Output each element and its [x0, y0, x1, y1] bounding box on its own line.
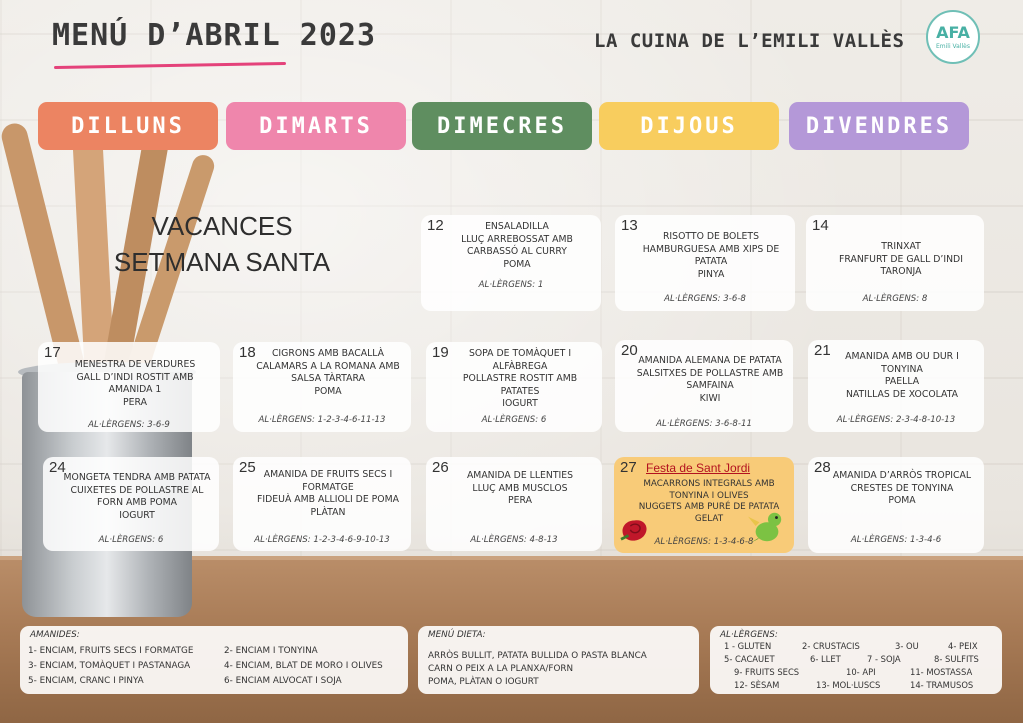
allergens-label: AL·LÈRGENS: 6: [98, 535, 164, 545]
menu-items: [824, 241, 978, 279]
menu-item: MONGETA TENDRA AMB PATATA: [63, 472, 211, 483]
day-number: 26: [432, 459, 449, 476]
allergen-item: 12- SÈSAM: [734, 680, 780, 690]
afa-logo: [926, 10, 980, 64]
allergens-label: AL·LÈRGENS: 3-6-9: [88, 420, 170, 430]
allergen-item: 10- API: [846, 667, 876, 677]
menu-item: CALAMARS A LA ROMANA AMB SALSA TÀRTARA: [256, 360, 400, 384]
allergen-item: 7 - SOJA: [867, 654, 901, 664]
menu-item: POLLASTRE ROSTIT AMB PATATES: [462, 373, 578, 397]
allergens-label: AL·LÈRGENS: 1-3-4-6: [850, 535, 942, 545]
day-number: 17: [44, 344, 61, 361]
menu-items: [61, 472, 213, 522]
allergen-item: 9- FRUITS SECS: [734, 667, 800, 677]
menu-item: LLUÇ ARREBOSSAT AMB CARBASSÓ AL CURRY: [461, 233, 573, 257]
day-number: 19: [432, 344, 449, 361]
day-number: 18: [239, 344, 256, 361]
amanides-box: [20, 626, 408, 694]
allergens-label: AL·LÈRGENS: 6: [481, 415, 547, 425]
menu-item: SOPA DE TOMÀQUET I ALFÀBREGA: [468, 348, 572, 372]
menu-item: TARONJA: [880, 266, 922, 277]
menu-items: [444, 348, 596, 411]
menu-item: AMANIDA AMB OU DUR I TONYINA: [845, 351, 959, 375]
allergen-item: 14- TRAMUSOS: [910, 680, 974, 690]
amanida-item: 4- ENCIAM, BLAT DE MORO I OLIVES: [224, 661, 383, 671]
menu-item: POMA: [314, 385, 342, 397]
amanida-item: 6- ENCIAM ALVOCAT I SOJA: [224, 676, 342, 686]
amanida-item: 3- ENCIAM, TOMÀQUET I PASTANAGA: [28, 661, 191, 671]
menu-items: [56, 359, 214, 409]
allergens-label: AL·LÈRGENS: 4-8-13: [470, 535, 558, 545]
day-number: 25: [239, 459, 256, 476]
allergens-legend-title: AL·LÈRGENS:: [720, 630, 778, 640]
menu-dieta-box: [418, 626, 699, 694]
menu-items: [826, 470, 978, 508]
menu-item: IOGURT: [502, 398, 538, 409]
day-header-dijous: DIJOUS: [599, 102, 779, 150]
menu-items: [439, 221, 595, 271]
title-underline: [54, 62, 286, 69]
day-number: 27: [620, 459, 637, 476]
allergen-item: 4- PEIX: [948, 641, 978, 651]
allergen-item: 1 - GLUTEN: [724, 641, 772, 651]
menu-items: [251, 348, 405, 398]
menu-item: CIGRONS AMB BACALLÀ: [271, 348, 385, 359]
allergen-item: 6- LLET: [810, 654, 841, 664]
day-card-17: [38, 342, 220, 432]
allergen-item: 11- MOSTASSA: [910, 667, 973, 677]
allergen-item: 2- CRUSTACIS: [802, 641, 860, 651]
day-card-24: [43, 457, 219, 551]
allergens-label: AL·LÈRGENS: 1-2-3-4-6-9-10-13: [254, 535, 390, 545]
day-header-divendres: DIVENDRES: [789, 102, 969, 150]
menu-item: GELAT: [694, 513, 724, 524]
menu-item: GALL D’INDI ROSTIT AMB AMANIDA 1: [76, 371, 194, 395]
allergens-label: AL·LÈRGENS: 1: [478, 280, 544, 290]
day-card-19: [426, 342, 602, 432]
day-number: 24: [49, 459, 66, 476]
allergen-item: 5- CACAUET: [724, 654, 775, 664]
day-header-dilluns: DILLUNS: [38, 102, 218, 150]
dieta-line: ARRÒS BULLIT, PATATA BULLIDA O PASTA BLANCA: [428, 651, 647, 661]
menu-item: HAMBURGUESA AMB XIPS DE PATATA: [642, 243, 780, 267]
brand-name: LA CUINA DE L’EMILI VALLÈS: [594, 30, 905, 52]
menu-item: POMA: [888, 495, 916, 506]
menu-item: FIDEUÀ AMB ALLIOLI DE POMA: [257, 494, 399, 505]
amanida-item: 5- ENCIAM, CRANC I PINYA: [28, 676, 144, 686]
allergens-label: AL·LÈRGENS: 8: [862, 294, 928, 304]
holiday-notice: [82, 208, 362, 280]
menu-item: POMA: [503, 258, 531, 270]
menu-item: MACARRONS INTEGRALS AMB TONYINA I OLIVES: [643, 479, 775, 501]
allergen-item: 3- OU: [895, 641, 919, 651]
allergens-legend-box: [710, 626, 1002, 694]
day-card-14: [806, 215, 984, 311]
allergens-label: AL·LÈRGENS: 3-6-8-11: [656, 419, 752, 429]
menu-items: [444, 470, 596, 508]
day-card-20: [615, 340, 793, 432]
menu-item: LLUÇ AMB MUSCLOS: [472, 482, 568, 494]
day-card-27-sant-jordi: [614, 457, 794, 553]
amanida-item: 2- ENCIAM I TONYINA: [224, 646, 318, 656]
menu-item: NUGGETS AMB PURÉ DE PATATA: [638, 502, 780, 512]
day-card-26: [426, 457, 602, 551]
menu-item: PERA: [123, 396, 147, 408]
allergen-item: 13- MOL·LUSCS: [816, 680, 881, 690]
menu-items: [633, 355, 787, 405]
allergen-item: 8- SULFITS: [934, 654, 979, 664]
menu-item: MENESTRA DE VERDURES: [74, 359, 196, 370]
menu-item: PERA: [508, 495, 532, 506]
holiday-line-2: SETMANA SANTA: [113, 247, 331, 277]
menu-items: [826, 351, 978, 401]
day-number: 12: [427, 217, 444, 234]
day-card-28: [808, 457, 984, 553]
menu-item: CRESTES DE TONYINA: [850, 482, 954, 494]
allergens-label: AL·LÈRGENS: 2-3-4-8-10-13: [836, 415, 956, 425]
allergens-label: AL·LÈRGENS: 1-2-3-4-6-11-13: [258, 415, 386, 425]
menu-item: ENSALADILLA: [485, 221, 549, 232]
allergens-label: AL·LÈRGENS: 3-6-8: [664, 294, 746, 304]
menu-item: AMANIDA DE FRUITS SECS I FORMATGE: [263, 469, 393, 493]
amanida-item: 1- ENCIAM, FRUITS SECS I FORMATGE: [28, 646, 194, 656]
menu-item: PLÀTAN: [310, 506, 346, 518]
day-number: 20: [621, 342, 638, 359]
menu-item: IOGURT: [119, 509, 155, 521]
menu-item: CUIXETES DE POLLASTRE AL FORN AMB POMA: [70, 484, 204, 508]
menu-item: PAELLA: [884, 376, 920, 387]
day-card-12: [421, 215, 601, 311]
menu-item: TRINXAT: [881, 241, 921, 252]
allergens-label: AL·LÈRGENS: 1-3-4-6-8: [654, 537, 754, 547]
menu-item: SALSITXES DE POLLASTRE AMB SAMFAINA: [636, 367, 784, 391]
dieta-line: POMA, PLÀTAN O IOGURT: [428, 677, 539, 687]
dieta-title: MENÚ DIETA:: [428, 630, 486, 640]
logo-subtitle: Emili Vallès: [935, 42, 970, 50]
menu-item: AMANIDA D’ARRÒS TROPICAL: [832, 470, 972, 481]
day-number: 14: [812, 217, 829, 234]
menu-item: KIWI: [699, 392, 721, 404]
menu-item: AMANIDA ALEMANA DE PATATA: [638, 355, 782, 366]
menu-item: RISOTTO DE BOLETS: [662, 231, 760, 242]
day-number: 28: [814, 459, 831, 476]
logo-mark: AFA: [936, 22, 970, 42]
rose-icon: [617, 513, 655, 543]
day-number: 21: [814, 342, 831, 359]
menu-items: [251, 469, 405, 519]
day-number: 13: [621, 217, 638, 234]
menu-items: [633, 231, 789, 281]
dieta-line: CARN O PEIX A LA PLANXA/FORN: [428, 664, 574, 674]
page-title: MENÚ D’ABRIL 2023: [52, 18, 377, 53]
holiday-line-1: VACANCES: [151, 211, 293, 241]
amanides-title: AMANIDES:: [30, 630, 80, 640]
day-card-13: [615, 215, 795, 311]
menu-item: NATILLAS DE XOCOLATA: [845, 388, 959, 400]
menu-item: PINYA: [697, 268, 725, 280]
day-card-18: [233, 342, 411, 432]
festa-sant-jordi-title: Festa de Sant Jordi: [646, 461, 751, 475]
menu-item: FRANFURT DE GALL D’INDI: [839, 253, 963, 265]
day-header-dimarts: DIMARTS: [226, 102, 406, 150]
day-card-25: [233, 457, 411, 551]
menu-item: AMANIDA DE LLENTIES: [466, 470, 574, 481]
day-header-dimecres: DIMECRES: [412, 102, 592, 150]
day-card-21: [808, 340, 984, 432]
